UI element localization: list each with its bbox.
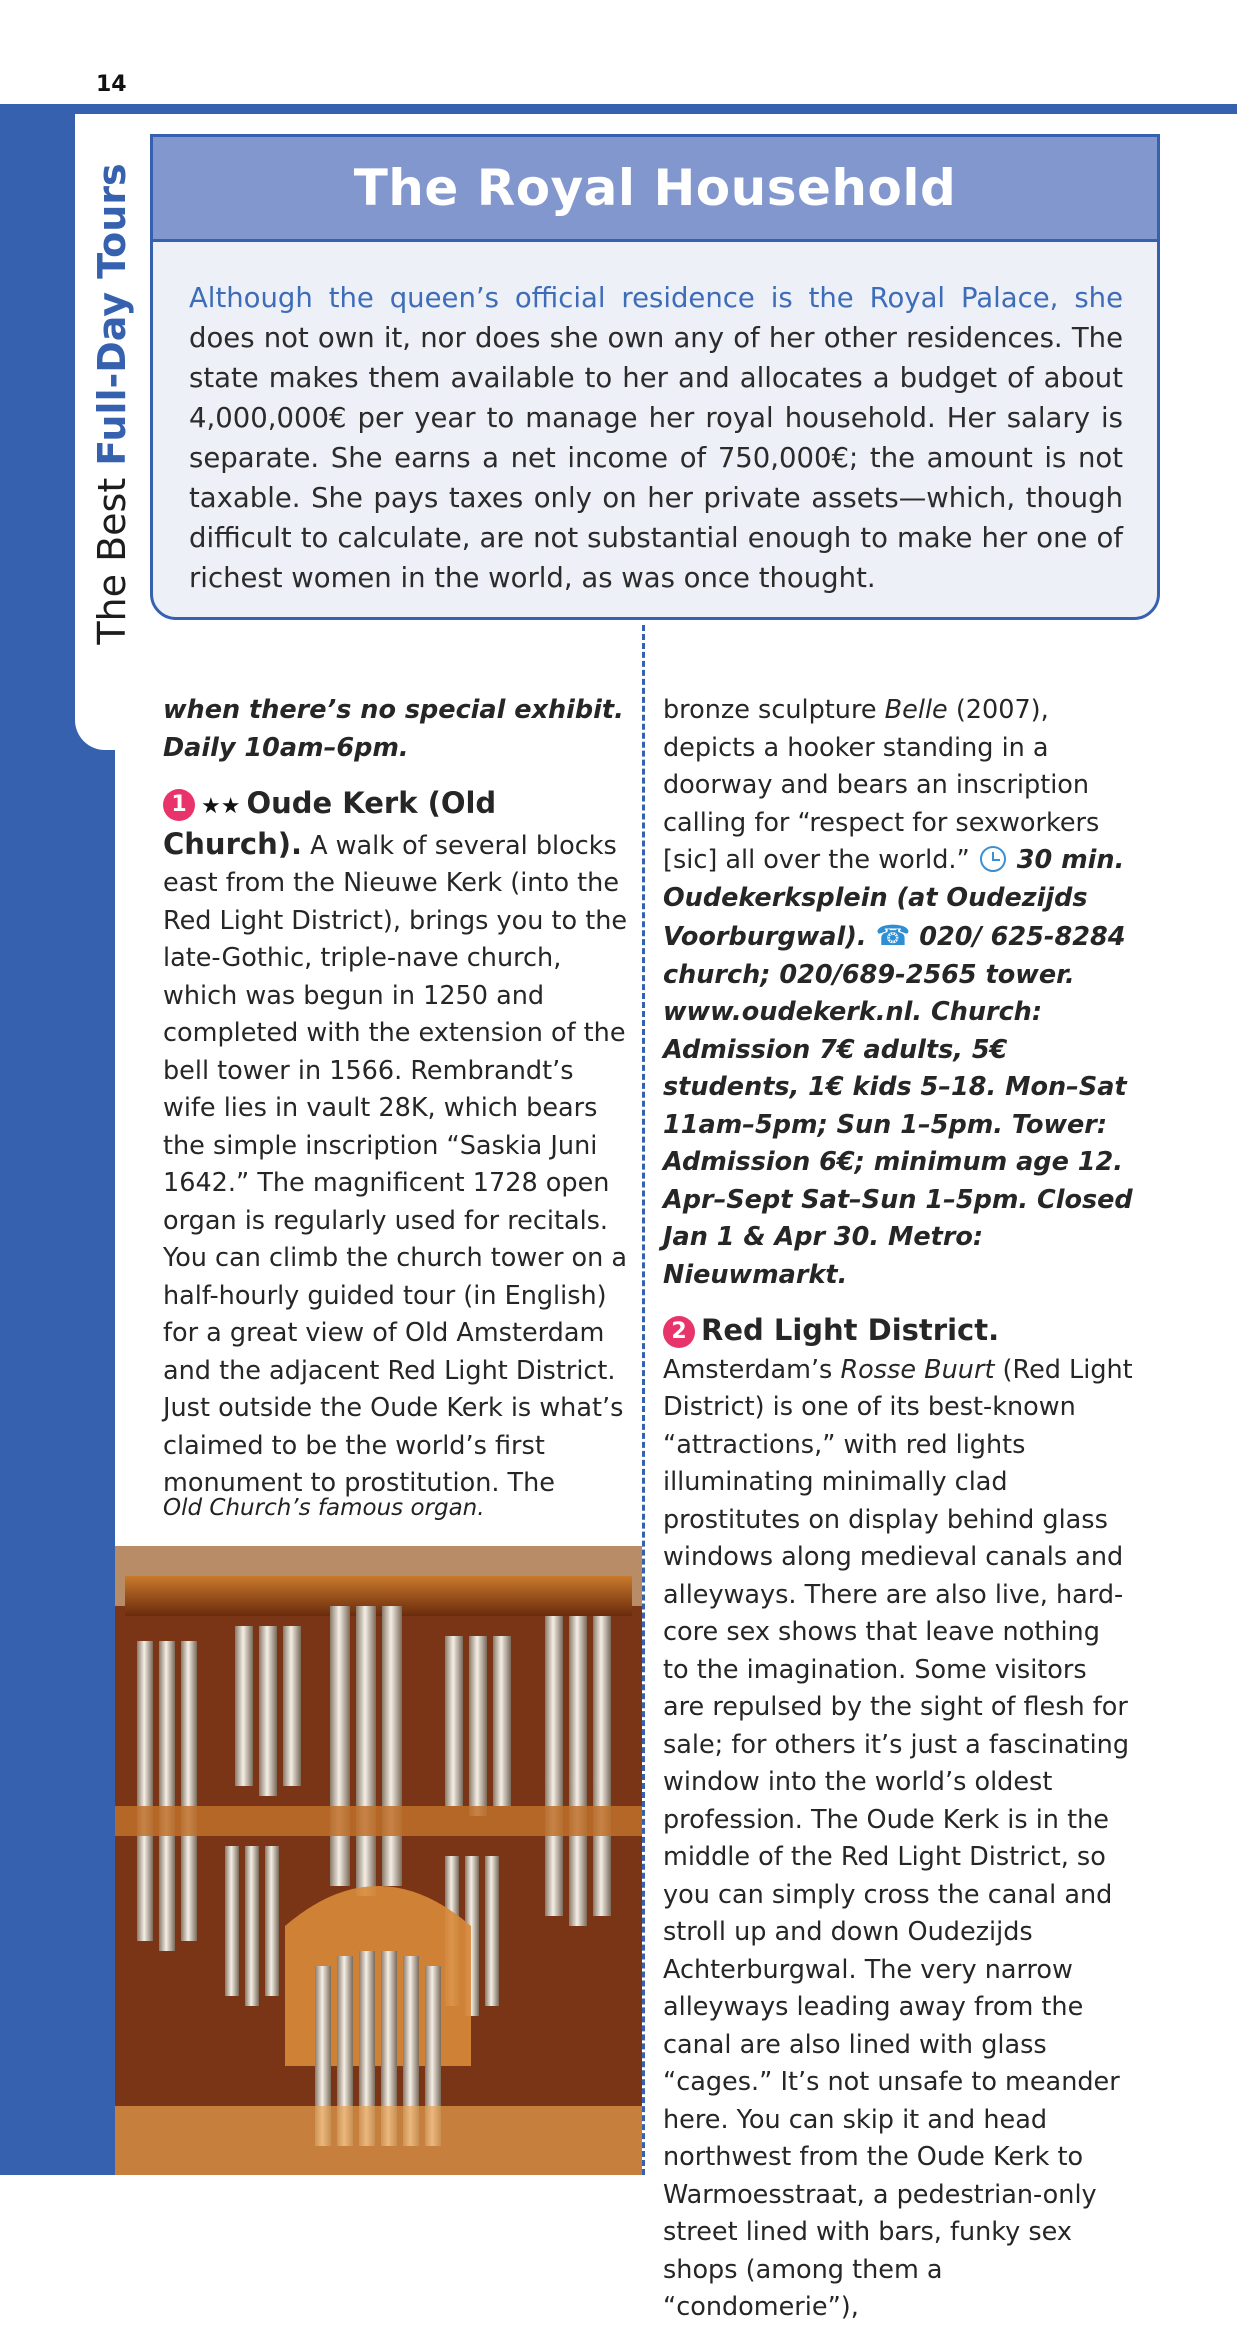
entry-text-1: Amsterdam’s (663, 1354, 841, 1385)
sculpture-title: Belle (884, 695, 948, 725)
entry-term: Rosse Buurt (840, 1354, 995, 1385)
top-rule (0, 104, 1237, 114)
right-column (663, 692, 1133, 2327)
entry-red-light-district (663, 1312, 1133, 2327)
organ-photo (115, 1546, 642, 2175)
star-rating-icon: ★★ (201, 794, 241, 819)
section-label-prefix: The Best (90, 465, 134, 645)
entry-number-badge: 1 (163, 789, 195, 821)
entry-heading: Oude Kerk (Old Church). (163, 786, 497, 861)
sidebar-text: does not own it, nor does she own any of her other residences. The state makes them available to her and allocates a budget of about 4,000,000€ per year to manage her royal household. Her salary is separate. She earns a net income of 750,000€; the amount is not taxable. She pays taxes only on her private assets—which, though difficult to calculate, are not substantial enough to make her one of richest women in the world, as was once thought. (189, 322, 1123, 594)
visit-info-1: 30 min. Oudekerksplein (at Oudezijds Voorburgwal). (663, 845, 1125, 952)
sidebar-header (153, 137, 1157, 242)
entry-oude-kerk (163, 785, 628, 1503)
visit-info-2: 020/ 625-8284 church; 020/689-2565 tower. www.oudekerk.nl. Church: Admission 7€ adults, 5€ students, 1€ kids 5–18. Mon–Sat 11am–5pm; Sun 1–5pm. Tower: Admission 6€; minimum age 12. Apr–Sept Sat–Sun 1–5pm. Closed Jan 1 & Apr 30. Metro: Nieuwmarkt. (663, 922, 1133, 1290)
entry-number-badge: 2 (663, 1316, 695, 1348)
royal-household-sidebar (150, 134, 1160, 620)
section-label-emphasis: Full-Day Tours (90, 163, 134, 466)
continued-hours: when there’s no special exhibit. Daily 10am–6pm. (163, 695, 624, 763)
clock-icon (980, 846, 1006, 872)
left-column (163, 692, 628, 1503)
photo-caption: Old Church’s famous organ. (163, 1495, 485, 1521)
page-number: 14 (96, 72, 127, 97)
oude-kerk-continued (663, 692, 1133, 1294)
continued-text-2: (2007), depicts a hooker standing in a doorway and bears an inscription calling for “respect for sexworkers [sic] all over the world.” (663, 695, 1100, 875)
sidebar-body (153, 242, 1157, 598)
continued-text-1: bronze sculpture (663, 695, 885, 725)
entry-text-2: (Red Light District) is one of its best-known “attractions,” with red lights illuminating minimally clad prostitutes on display behind glass windows along medieval canals and alleyways. There are also live, hard-core sex shows that leave nothing to the imagination. Some visitors are repulsed by the sight of flesh for sale; for others it’s just a fascinating window into the world’s oldest profession. The Oude Kerk is in the middle of the Red Light District, so you can simply cross the canal and stroll up and down Oudezijds Achterburgwal. The very narrow alleyways leading away from the canal are also lined with glass “cages.” It’s not unsafe to meander here. You can skip it and head northwest from the Oude Kerk to Warmoesstraat, a pedestrian-only street lined with bars, funky sex shops (among them a “condomerie”), (663, 1354, 1133, 2322)
sidebar-title: The Royal Household (353, 159, 957, 217)
entry-heading: Red Light District. (701, 1313, 1000, 1347)
sidebar-lead: Although the queen’s official residence is the Royal Palace, she (189, 282, 1123, 314)
entry-text: A walk of several blocks east from the Nieuwe Kerk (into the Red Light District), brings you to the late-Gothic, triple-nave church, which was begun in 1250 and completed with the extension of the bell tower in 1566. Rembrandt’s wife lies in vault 28K, which bears the simple inscription “Saskia Juni 1642.” The magnificent 1728 open organ is regularly used for recitals. You can climb the church tower on a half-hourly guided tour (in English) for a great view of Old Amsterdam and the adjacent Red Light District. Just outside the Oude Kerk is what’s claimed to be the world’s first monument to prostitution. The (163, 830, 628, 1498)
column-divider (642, 625, 645, 2175)
organ-illustration (115, 1546, 642, 2175)
phone-icon: ☎ (875, 919, 911, 952)
